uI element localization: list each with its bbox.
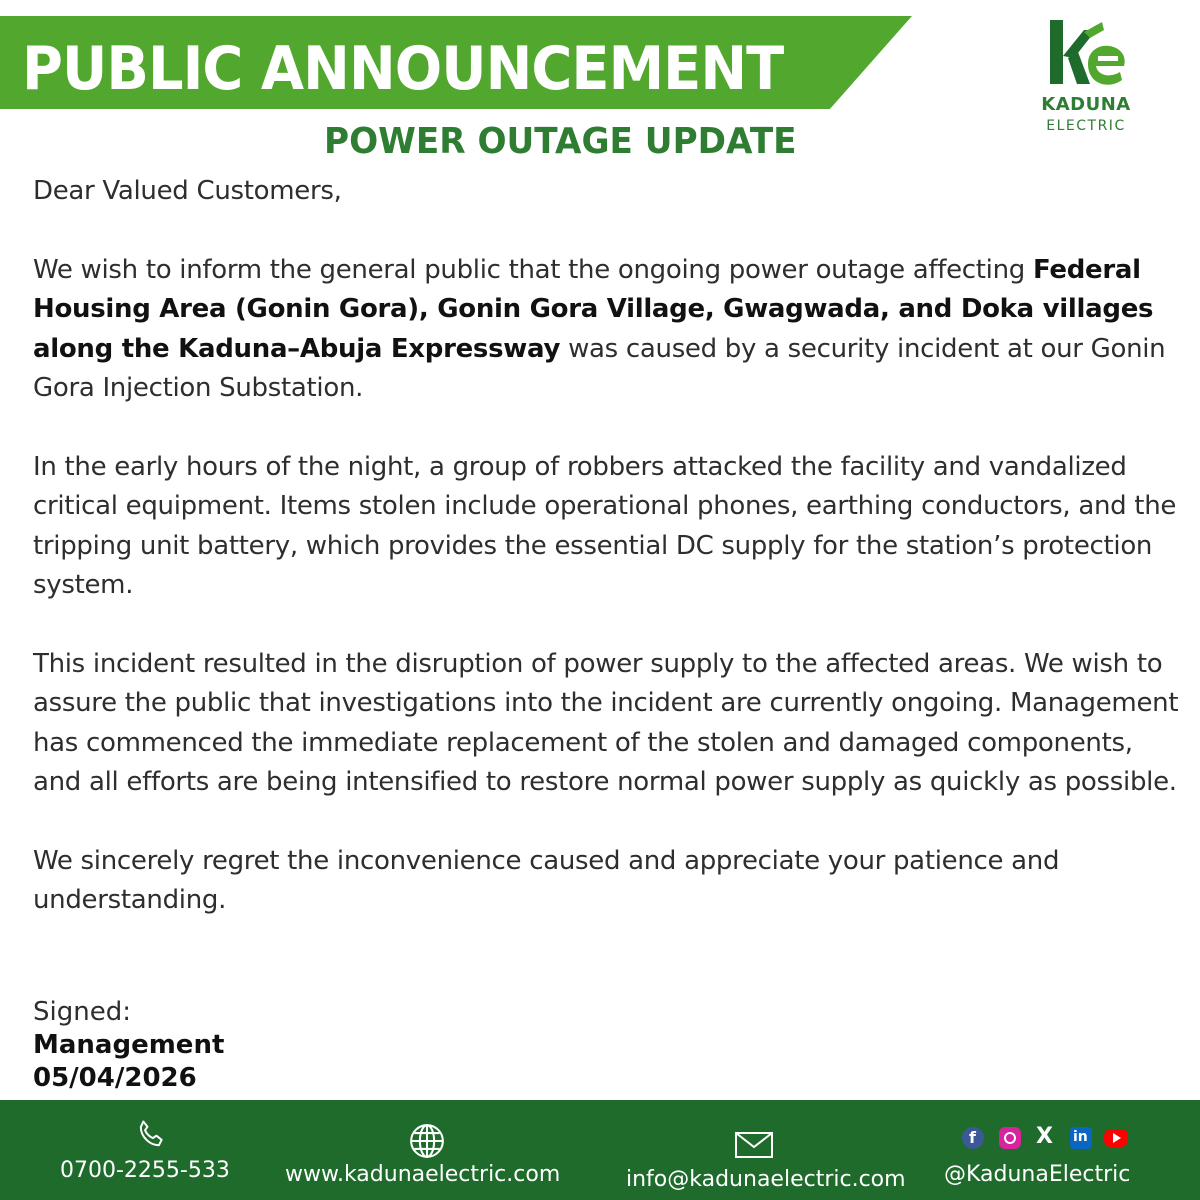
facebook-icon[interactable]: f	[962, 1127, 984, 1149]
paragraph-affected-areas	[33, 251, 1183, 409]
paragraph-assurance: This incident resulted in the disruption of power supply to the affected areas. We wish to assure the public that investigations into the incident are currently ongoing. Management has commenced the immediate replacement of the stolen and damaged components, and all efforts are being intensified to restore normal power supply as quickly as possible.	[33, 648, 1179, 797]
announcement-body	[33, 172, 1183, 960]
kaduna-electric-logo	[1030, 18, 1142, 140]
globe-icon	[408, 1122, 446, 1160]
logo-name: KADUNA	[1041, 94, 1131, 115]
affected-areas: Federal Housing Area (Gonin Gora), Gonin Gora Village, Gwagwada, and Doka villages along the Kaduna–Abuja Expressway	[33, 254, 1154, 364]
email-icon	[734, 1130, 774, 1160]
paragraph-apology: We sincerely regret the inconvenience caused and appreciate your patience and understanding.	[33, 845, 1060, 915]
contact-footer	[0, 1100, 1200, 1200]
x-icon[interactable]: X	[1036, 1124, 1053, 1149]
signatory: Management	[33, 1030, 225, 1060]
announcement-title: PUBLIC ANNOUNCEMENT	[22, 34, 784, 104]
p1-cause: was caused by a security incident at our Gonin Gora Injection Substation.	[33, 333, 1166, 403]
phone-number[interactable]: 0700-2255-533	[60, 1158, 230, 1183]
email-address[interactable]: info@kadunaelectric.com	[626, 1167, 906, 1192]
logo-subname: ELECTRIC	[1046, 118, 1126, 134]
instagram-icon[interactable]	[999, 1127, 1021, 1149]
paragraph-incident: In the early hours of the night, a group of robbers attacked the facility and vandalized critical equipment. Items stolen include operational phones, earthing conductors, and the tripping unit battery, which provides the essential DC supply for the station’s protection system.	[33, 451, 1177, 600]
ke-logo-mark-icon	[1044, 18, 1130, 90]
social-handle[interactable]: @KadunaElectric	[944, 1162, 1131, 1187]
website-link[interactable]: www.kadunaelectric.com	[285, 1162, 561, 1187]
p1-intro: We wish to inform the general public that the ongoing power outage affecting	[33, 254, 1033, 285]
greeting: Dear Valued Customers,	[33, 176, 342, 206]
phone-icon	[134, 1118, 168, 1152]
announcement-date: 05/04/2026	[33, 1063, 197, 1093]
signature-block	[33, 995, 224, 1095]
announcement-subtitle: POWER OUTAGE UPDATE	[324, 121, 797, 162]
signed-label: Signed:	[33, 997, 131, 1027]
linkedin-icon[interactable]: in	[1070, 1127, 1092, 1149]
youtube-icon[interactable]	[1104, 1129, 1128, 1147]
